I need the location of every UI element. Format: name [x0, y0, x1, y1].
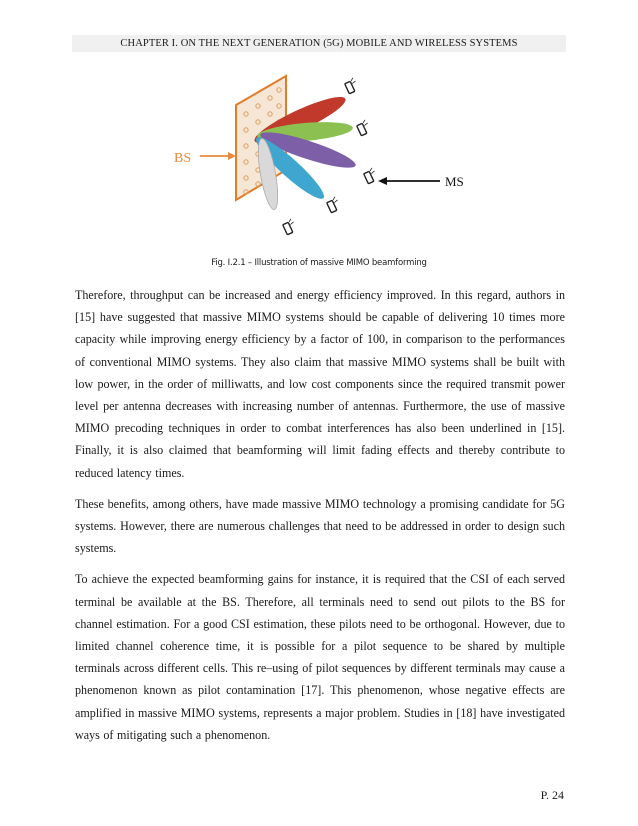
mobile-phone-icon	[356, 119, 371, 135]
ms-arrowhead	[378, 177, 387, 185]
bs-arrowhead	[228, 152, 236, 160]
paragraph: To achieve the expected beamforming gains for instance, it is required that the CSI of each served terminal be available at the BS. Therefore, all terminals need to send out pilots to the BS for channel estimation. For a good CSI estimation, these pilots need to be orthogonal. However, due to limited channel coherence time, it is possible for a pilot sequence to be shared by multiple terminals across different cells. This re–using of pilot sequences by different terminals may cause a phenomenon known as pilot contamination [17]. This phenomenon, whose negative effects are amplified in massive MIMO systems, represents a major problem. Studies in [18] have investigated ways of mitigating such a phenomenon.	[75, 572, 565, 742]
page-number: P. 24	[540, 788, 564, 802]
mobile-phone-icon	[326, 196, 341, 212]
ms-label: MS	[445, 174, 464, 189]
body-text	[75, 284, 565, 755]
paragraph: These benefits, among others, have made massive MIMO technology a promising candidate for 5G systems. However, there are numerous challenges that need to be addressed in order to design such systems.	[75, 496, 565, 556]
chapter-header: CHAPTER I. ON THE NEXT GENERATION (5G) MOBILE AND WIRELESS SYSTEMS	[72, 35, 566, 52]
paragraph: Therefore, throughput can be increased and energy efficiency improved. In this regard, authors in [15] have suggested that massive MIMO systems should be capable of delivering 10 times more capacity while improving energy efficiency by a factor of 100, in comparison to the performances of conventional MIMO systems. They also claim that massive MIMO systems shall be built with low power, in the order of milliwatts, and low cost components since the required transmit power level per antenna decreases with increasing number of antennas. Furthermore, the use of massive MIMO precoding techniques in order to combat interferences has also been underlined in [15]. Finally, it is also claimed that beamforming will limit fading effects and thereby contribute to reduced latency times.	[75, 288, 565, 480]
mobile-phone-icon	[344, 77, 359, 93]
bs-label: BS	[174, 151, 192, 166]
mobile-phone-icon	[363, 167, 378, 183]
mobile-phone-icon	[282, 218, 297, 234]
figure-caption: Fig. I.2.1 – Illustration of massive MIMO beamforming	[211, 258, 427, 268]
beamforming-figure	[150, 70, 490, 250]
